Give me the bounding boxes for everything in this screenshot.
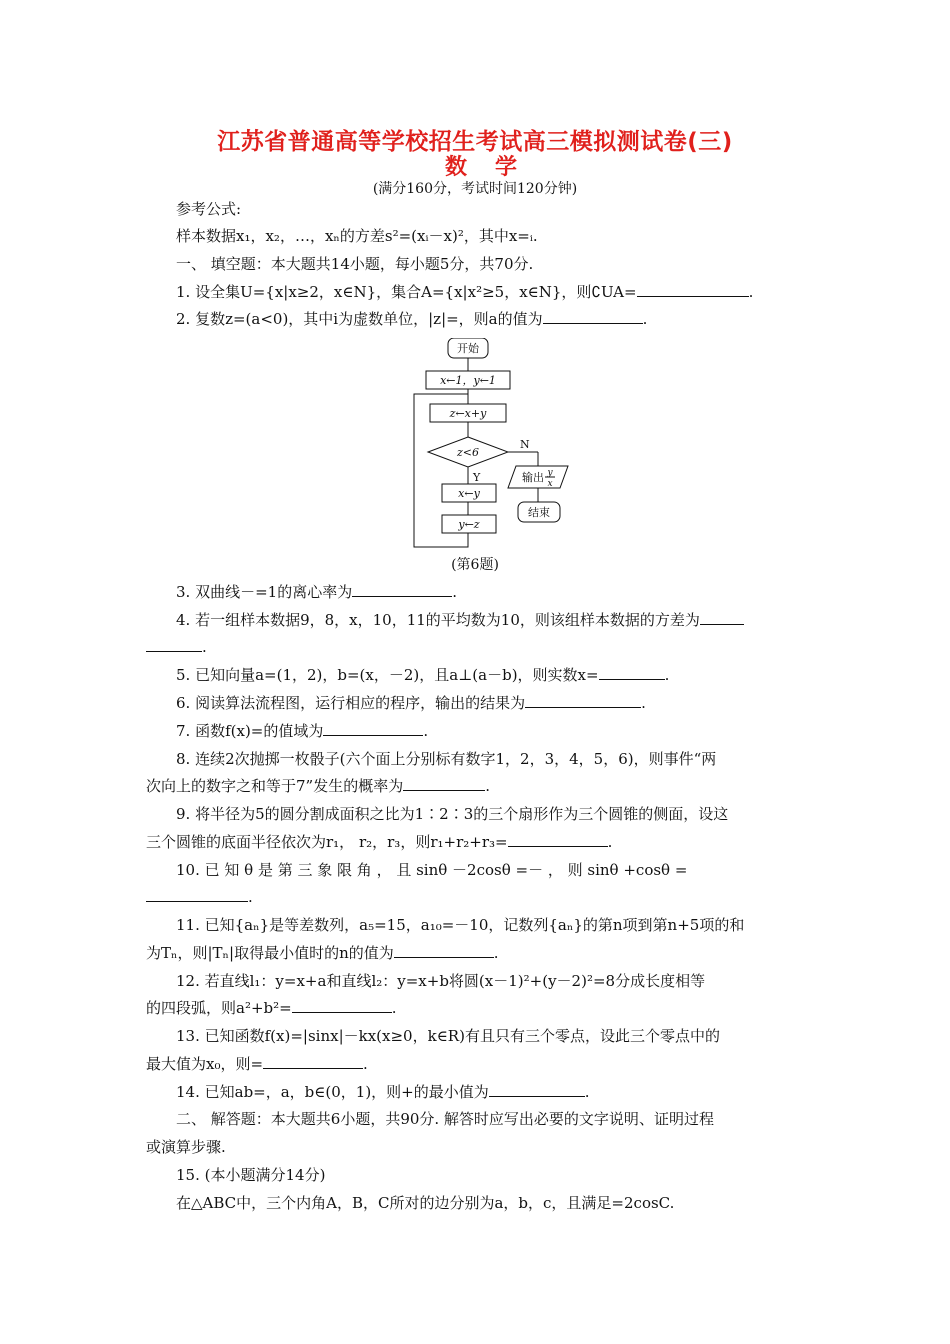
question-6: 6. 阅读算法流程图，运行相应的程序，输出的结果为 . — [176, 694, 646, 712]
flow-no-label: N — [520, 438, 530, 451]
question-12-cont: 的四段弧，则a²+b²= . — [146, 999, 397, 1017]
answer-blank — [394, 943, 494, 958]
answer-blank — [599, 665, 665, 680]
question-14: 14. 已知ab=，a，b∈(0，1)，则+的最小值为 . — [176, 1083, 590, 1101]
flow-assign-x-label: x←y — [458, 487, 480, 500]
answer-blank — [508, 832, 608, 847]
answer-blank — [352, 582, 452, 597]
flow-assign-y-label: y←z — [458, 518, 480, 531]
question-2: 2. 复数z=(a<0)，其中i为虚数单位，|z|=，则a的值为 . — [176, 310, 648, 328]
question-3: 3. 双曲线－=1的离心率为 . — [176, 583, 457, 601]
flow-end-label: 结束 — [528, 506, 550, 519]
exam-title: 江苏省普通高等学校招生考试高三模拟测试卷(三) — [217, 129, 733, 155]
question-5: 5. 已知向量a=(1，2)，b=(x，－2)，且a⊥(a－b)，则实数x= . — [176, 666, 670, 684]
flow-start-label: 开始 — [457, 342, 479, 355]
question-7: 7. 函数f(x)=的值域为 . — [176, 722, 429, 740]
question-15-text: 在△ABC中，三个内角A，B，C所对的边分别为a，b，c，且满足=2cosC. — [176, 1194, 675, 1212]
answer-blank — [489, 1082, 585, 1097]
question-4: 4. 若一组样本数据9，8，x，10，11的平均数为10，则该组样本数据的方差为 — [176, 610, 744, 630]
answer-blank — [146, 637, 202, 652]
answer-blank — [292, 998, 392, 1013]
algorithm-flowchart — [405, 338, 575, 552]
flow-output-label: 输出 — [522, 471, 544, 484]
question-15-heading: 15. (本小题满分14分) — [176, 1166, 326, 1184]
section1-heading: 一、 填空题：本大题共14小题，每小题5分，共70分. — [176, 255, 534, 273]
question-8-cont: 次向上的数字之和等于7”发生的概率为 . — [146, 777, 490, 795]
question-4-cont: . — [146, 637, 207, 657]
exam-subtitle: (满分160分，考试时间120分钟) — [372, 181, 578, 197]
answer-blank — [525, 693, 641, 708]
answer-blank — [403, 776, 485, 791]
question-12: 12. 若直线l₁：y=x+a和直线l₂：y=x+b将圆(x－1)²+(y－2)²=8分成长度相等 — [176, 972, 706, 990]
flow-yes-label: Y — [473, 471, 481, 484]
flow-output-fraction-bottom: x — [547, 479, 553, 489]
question-9: 9. 将半径为5的圆分割成面积之比为1∶2∶3的三个扇形作为三个圆锥的侧面，设这 — [176, 805, 729, 823]
question-11: 11. 已知{aₙ}是等差数列，a₅=15，a₁₀=－10，记数列{aₙ}的第n项到第n+5项的和 — [176, 916, 745, 934]
section2-heading-cont: 或演算步骤. — [146, 1138, 226, 1156]
answer-blank — [700, 610, 744, 625]
question-9-cont: 三个圆锥的底面半径依次为r₁， r₂，r₃，则r₁+r₂+r₃= . — [146, 833, 613, 851]
formula-label: 参考公式: — [176, 200, 242, 218]
question-8: 8. 连续2次抛掷一枚骰子(六个面上分别标有数字1，2，3，4，5，6)，则事件“两 — [176, 750, 717, 768]
answer-blank — [543, 309, 643, 324]
subject-title: 数学 — [444, 155, 545, 180]
question-10-cont: . — [146, 887, 253, 907]
question-11-cont: 为Tₙ，则|Tₙ|取得最小值时的n的值为 . — [146, 944, 499, 962]
flow-condition-label: z<6 — [456, 446, 480, 459]
formula-text: 样本数据x₁，x₂，…，xₙ的方差s²=(xᵢ－x)²，其中x=ᵢ. — [176, 227, 538, 245]
answer-blank — [263, 1054, 363, 1069]
question-10: 10. 已 知 θ 是 第 三 象 限 角 ， 且 sinθ －2cosθ =－ ， 则 sinθ +cosθ = — [176, 861, 688, 879]
flowchart-caption: (第6题) — [451, 557, 499, 573]
question-1: 1. 设全集U={x|x≥2，x∈N}，集合A={x|x²≥5，x∈N}，则∁UA= . — [176, 283, 754, 301]
answer-blank — [146, 887, 248, 902]
flow-step-label: z←x+y — [449, 407, 487, 420]
flow-init-label: x←1，y←1 — [440, 374, 496, 387]
section2-heading: 二、 解答题：本大题共6小题，共90分. 解答时应写出必要的文字说明、证明过程 — [176, 1110, 714, 1128]
question-13-cont: 最大值为x₀，则= . — [146, 1055, 368, 1073]
answer-blank — [323, 721, 423, 736]
flow-output-fraction-top: y — [547, 468, 553, 478]
answer-blank — [637, 282, 749, 297]
question-13: 13. 已知函数f(x)=|sinx|－kx(x≥0，k∈R)有且只有三个零点，设此三个零点中的 — [176, 1027, 720, 1045]
